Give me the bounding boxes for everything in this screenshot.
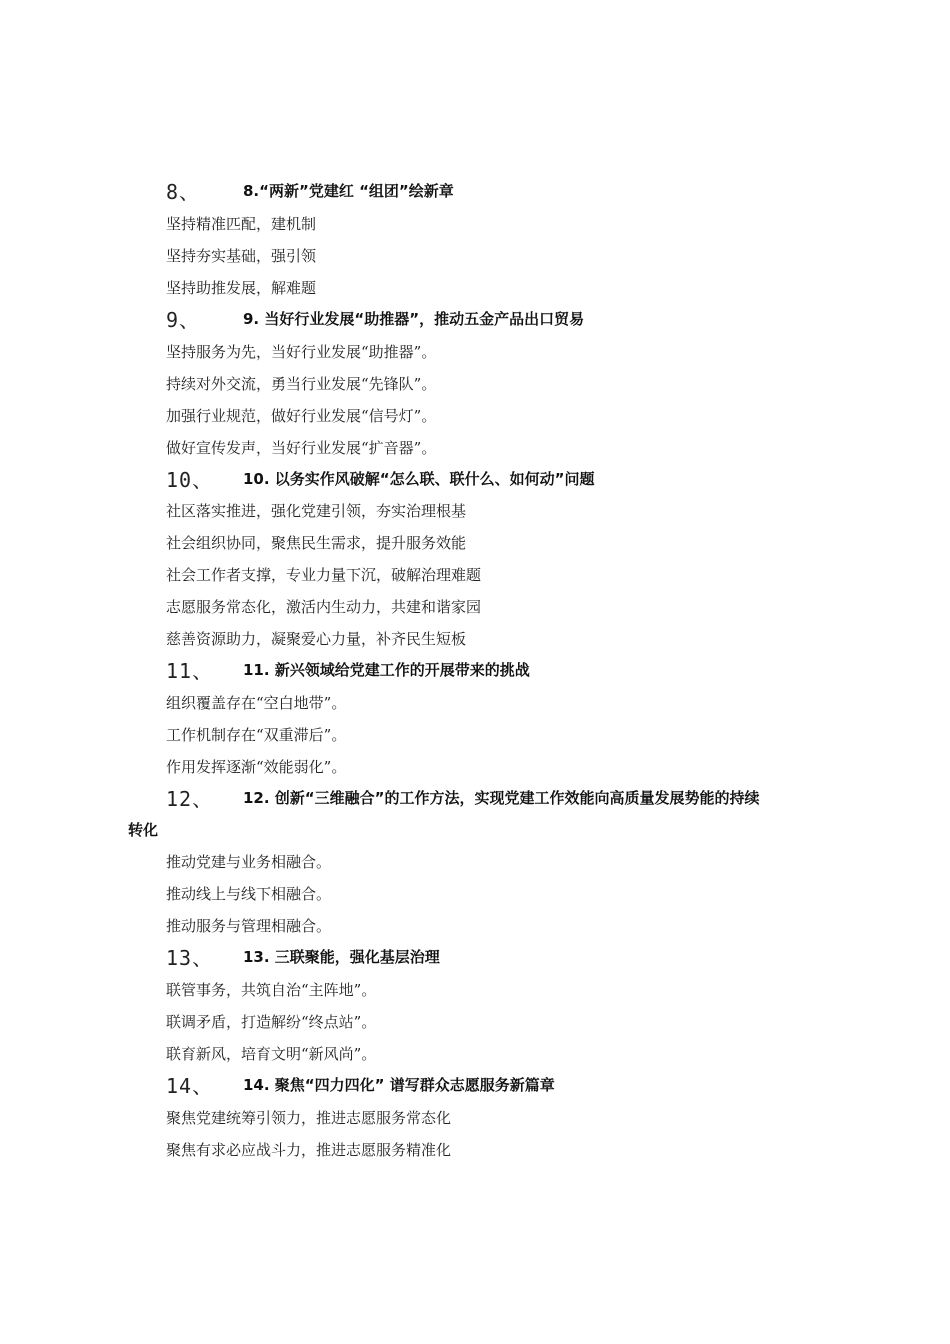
section-number: 12、 bbox=[166, 787, 214, 811]
list-item: 推动线上与线下相融合。 bbox=[166, 885, 332, 903]
list-item: 组织覆盖存在“空白地带”。 bbox=[166, 694, 347, 712]
list-item: 志愿服务常态化，激活内生动力，共建和谐家园 bbox=[166, 598, 482, 616]
list-item: 工作机制存在“双重滞后”。 bbox=[166, 726, 347, 744]
list-item: 坚持精准匹配，建机制 bbox=[166, 215, 317, 233]
section-heading: 14. 聚焦“四力四化” 谱写群众志愿服务新篇章 bbox=[243, 1076, 555, 1094]
list-item: 作用发挥逐渐“效能弱化”。 bbox=[166, 758, 347, 776]
section-heading: 13. 三联聚能，强化基层治理 bbox=[243, 948, 440, 966]
list-item: 社会工作者支撑，专业力量下沉，破解治理难题 bbox=[166, 566, 482, 584]
section-number: 13、 bbox=[166, 946, 214, 970]
section-heading: 10. 以务实作风破解“怎么联、联什么、如何动”问题 bbox=[243, 470, 595, 488]
list-item: 推动服务与管理相融合。 bbox=[166, 917, 332, 935]
list-item: 坚持服务为先，当好行业发展“助推器”。 bbox=[166, 343, 437, 361]
section-number: 11、 bbox=[166, 659, 214, 683]
section-number: 10、 bbox=[166, 468, 214, 492]
list-item: 社区落实推进，强化党建引领，夯实治理根基 bbox=[166, 502, 467, 520]
section-heading: 9. 当好行业发展“助推器”，推动五金产品出口贸易 bbox=[243, 310, 585, 328]
list-item: 聚焦党建统筹引领力，推进志愿服务常态化 bbox=[166, 1109, 452, 1127]
list-item: 做好宣传发声，当好行业发展“扩音器”。 bbox=[166, 439, 437, 457]
list-item: 持续对外交流，勇当行业发展“先锋队”。 bbox=[166, 375, 437, 393]
section-heading: 11. 新兴领域给党建工作的开展带来的挑战 bbox=[243, 661, 530, 679]
list-item: 社会组织协同，聚焦民生需求，提升服务效能 bbox=[166, 534, 467, 552]
section-heading: 12. 创新“三维融合”的工作方法，实现党建工作效能向高质量发展势能的持续 bbox=[243, 789, 760, 807]
list-item: 慈善资源助力，凝聚爱心力量，补齐民生短板 bbox=[166, 630, 467, 648]
list-item: 联育新风，培育文明“新风尚”。 bbox=[166, 1045, 377, 1063]
list-item: 坚持夯实基础，强引领 bbox=[166, 247, 317, 265]
section-number: 9、 bbox=[166, 308, 201, 332]
section-number: 14、 bbox=[166, 1074, 214, 1098]
list-item: 联管事务，共筑自治“主阵地”。 bbox=[166, 981, 377, 999]
section-heading-continuation: 转化 bbox=[128, 821, 159, 839]
list-item: 坚持助推发展，解难题 bbox=[166, 279, 317, 297]
section-number: 8、 bbox=[166, 180, 201, 204]
list-item: 推动党建与业务相融合。 bbox=[166, 853, 332, 871]
list-item: 加强行业规范，做好行业发展“信号灯”。 bbox=[166, 407, 437, 425]
section-heading: 8.“两新”党建红 “组团”绘新章 bbox=[243, 182, 454, 200]
list-item: 聚焦有求必应战斗力，推进志愿服务精准化 bbox=[166, 1141, 452, 1159]
list-item: 联调矛盾，打造解纷“终点站”。 bbox=[166, 1013, 377, 1031]
